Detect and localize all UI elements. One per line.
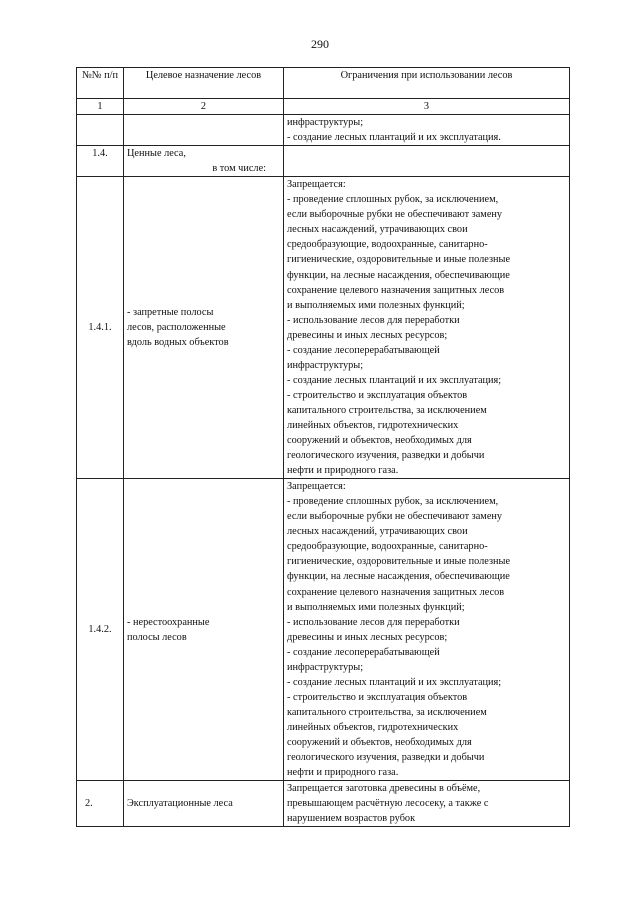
row-purpose: Ценные леса, в том числе: [124, 146, 284, 177]
table-row [77, 479, 570, 781]
row-number: 1.4. [77, 146, 124, 177]
header-num: №№ п/п [77, 68, 124, 99]
text-line: - создание лесных плантаций и их эксплуатация. [287, 132, 501, 144]
column-number: 2 [124, 99, 284, 115]
column-number: 1 [77, 99, 124, 115]
row-restrictions: Запрещается заготовка древесины в объёме, превышающем расчётную лесосеку, а также с нарушением возрастов рубок [284, 781, 570, 827]
continuation-row [77, 115, 570, 146]
continuation-restrictions [284, 115, 570, 146]
row-purpose: Эксплуатационные леса [124, 781, 284, 827]
row-purpose: - запретные полосы лесов, расположенные вдоль водных объектов [124, 177, 284, 479]
column-number: 3 [284, 99, 570, 115]
column-number-row [77, 99, 570, 115]
row-number: 2. [77, 781, 124, 827]
header-row [77, 68, 570, 99]
row-restrictions: Запрещается: - проведение сплошных рубок, за исключением, если выборочные рубки не обеспечивают замену лесных насаждений, утрачивающих свои средообразующие, водоохранные, санитарно- гигиенические, оздоровительные и иные полезные функции, на лесные насаждения, обеспечивающие сохранение целевого назначения защитных лесов и выполняемых ими полезных функций; - использование лесов для переработки древесины и иных лесных ресурсов; - создание лесоперерабатывающей инфраструктуры; - создание лесных плантаций и их эксплуатация; - строительство и эксплуатация объектов капитального строительства, за исключением линейных объектов, гидротехнических сооружений и объектов, необходимых для геологического изучения, разведки и добычи нефти и природного газа. [284, 177, 570, 479]
forest-restrictions-table [76, 67, 570, 827]
row-number: 1.4.1. [77, 177, 124, 479]
header-purpose: Целевое назначение лесов [124, 68, 284, 99]
row-purpose: - нерестоохранные полосы лесов [124, 479, 284, 781]
table-row [77, 781, 570, 827]
page-number: 290 [311, 37, 329, 51]
table-row [77, 146, 570, 177]
text-line: инфраструктуры; [287, 117, 364, 129]
table-row [77, 177, 570, 479]
row-restrictions: Запрещается: - проведение сплошных рубок, за исключением, если выборочные рубки не обеспечивают замену лесных насаждений, утрачивающих свои средообразующие, водоохранные, санитарно- гигиенические, оздоровительные и иные полезные функции, на лесные насаждения, обеспечивающие сохранение целевого назначения защитных лесов и выполняемых ими полезных функций; - использование лесов для переработки древесины и иных лесных ресурсов; - создание лесоперерабатывающей инфраструктуры; - создание лесных плантаций и их эксплуатация; - строительство и эксплуатация объектов капитального строительства, за исключением линейных объектов, гидротехнических сооружений и объектов, необходимых для геологического изучения, разведки и добычи нефти и природного газа. [284, 479, 570, 781]
row-number: 1.4.2. [77, 479, 124, 781]
header-restrictions: Ограничения при использовании лесов [284, 68, 570, 99]
